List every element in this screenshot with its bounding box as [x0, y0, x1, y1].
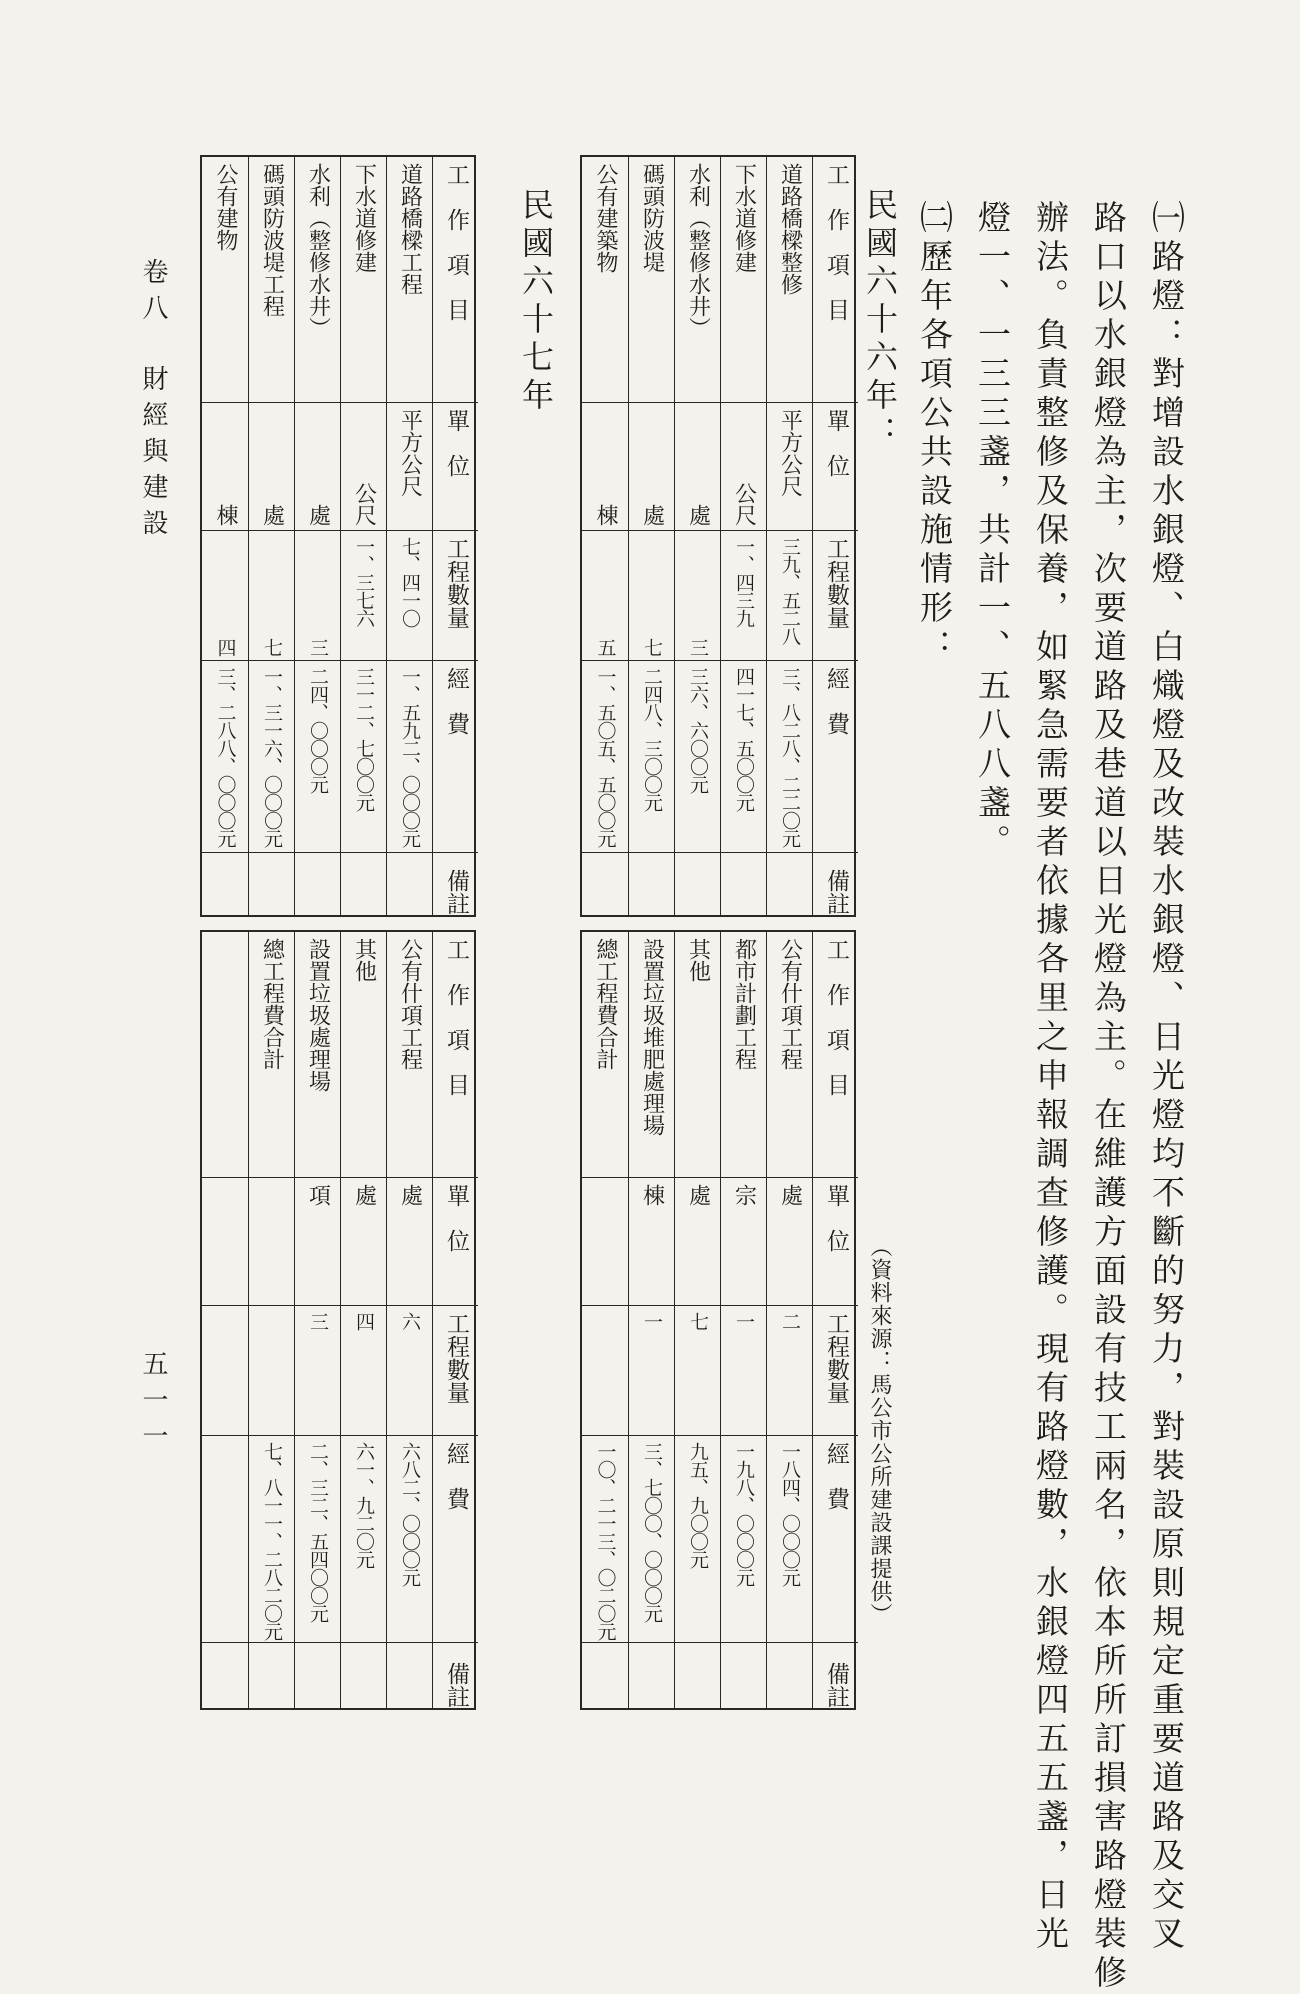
- qty-cell: 三: [307, 1312, 329, 1330]
- cost-cell: 二、三二、五四〇〇元: [307, 1442, 329, 1622]
- cost-cell: 三一二、七〇〇元: [353, 667, 375, 811]
- item-cell: 都市計劃工程: [731, 938, 757, 1070]
- intro-line-1: ㈠路燈：對增設水銀燈、白熾燈及改裝水銀燈、日光燈均不斷的努力，對裝設原則規定重要道路及交叉: [1147, 200, 1186, 1955]
- header-item: 工作項目: [823, 163, 849, 343]
- item-cell: 下水道修建: [731, 163, 757, 273]
- cost-cell: 一、五〇五、五〇〇元: [594, 667, 617, 847]
- table-row: [720, 932, 766, 1708]
- table-row: [248, 932, 294, 1708]
- qty-cell: 六: [399, 1312, 421, 1330]
- header-qty: 工程數量: [433, 1305, 478, 1435]
- cost-cell: 三、七〇〇、〇〇〇元: [641, 1442, 663, 1622]
- unit-cell: 平方公尺: [397, 409, 423, 497]
- header-note: 備註: [433, 1642, 478, 1712]
- cost-cell: 七、八一一、二八二〇元: [261, 1442, 283, 1640]
- header-unit: 單位: [433, 402, 478, 530]
- table-row: [674, 157, 720, 915]
- cost-cell: 一〇、二一三、〇二〇元: [594, 1442, 617, 1640]
- year66-heading: 民國六十六年：: [861, 188, 899, 454]
- header-column: [812, 932, 858, 1708]
- item-cell: 公有什項工程: [777, 938, 803, 1070]
- unit-cell: 棟: [213, 504, 238, 526]
- table-row: [248, 157, 294, 915]
- qty-cell: 一、四三九: [733, 537, 755, 627]
- year66-table-1: [580, 155, 856, 917]
- unit-cell: 項: [305, 1184, 331, 1206]
- header-column: [432, 157, 478, 915]
- item-cell: 總工程費合計: [593, 938, 618, 1070]
- unit-cell: 棟: [639, 1184, 665, 1206]
- header-qty: 工程數量: [433, 530, 478, 660]
- header-qty: 工程數量: [813, 1305, 858, 1435]
- intro-line-3: 辦法。負責整修及保養，如緊急需要者依據各里之申報調查修護。現有路燈數，水銀燈四五五盞，日光: [1031, 200, 1070, 1955]
- year67-table-1: [200, 155, 476, 917]
- header-note: 備註: [813, 852, 858, 919]
- item-cell: 其他: [685, 938, 711, 982]
- unit-cell: 處: [397, 1184, 423, 1206]
- table-row: [766, 932, 812, 1708]
- header-cost: 經費: [813, 1435, 858, 1642]
- qty-cell: 二: [779, 1312, 801, 1330]
- qty-cell: 三九、五二八: [779, 537, 801, 645]
- item-cell: 水利（整修水井）: [305, 163, 331, 339]
- table-row: [340, 932, 386, 1708]
- qty-cell: 四: [214, 638, 237, 656]
- header-note: 備註: [433, 852, 478, 919]
- header-note: 備註: [813, 1642, 858, 1712]
- qty-cell: 一: [641, 1312, 663, 1330]
- qty-cell: 一: [733, 1312, 755, 1330]
- header-unit: 單位: [813, 1177, 858, 1305]
- unit-cell: 處: [685, 1184, 711, 1206]
- unit-cell: 平方公尺: [777, 409, 803, 497]
- section-title: 財經與建設: [138, 365, 168, 545]
- item-cell: 水利（整修水井）: [685, 163, 711, 339]
- header-column: [812, 157, 858, 915]
- cost-cell: 二四、〇〇〇元: [307, 667, 329, 793]
- year67-heading: 民國六十七年: [517, 188, 555, 416]
- unit-cell: 宗: [731, 1184, 757, 1206]
- qty-cell: 七: [687, 1312, 709, 1330]
- item-cell: 總工程費合計: [259, 938, 285, 1070]
- unit-cell: 處: [777, 1184, 803, 1206]
- table-row: [294, 157, 340, 915]
- cost-cell: 一、三一六、〇〇〇元: [261, 667, 283, 847]
- table-row: [628, 932, 674, 1708]
- cost-cell: 六一、九二〇元: [353, 1442, 375, 1568]
- qty-cell: 七: [641, 638, 663, 656]
- cost-cell: 六八二、〇〇〇元: [399, 1442, 421, 1586]
- cost-cell: 一九八、〇〇〇元: [733, 1442, 755, 1586]
- item-cell: 設置垃圾處理場: [305, 938, 331, 1092]
- table-row: [628, 157, 674, 915]
- unit-cell: 公尺: [351, 482, 377, 526]
- table-row: [582, 157, 628, 915]
- header-qty: 工程數量: [813, 530, 858, 660]
- cost-cell: 三、二八八、〇〇〇元: [214, 667, 237, 847]
- item-cell: 公有什項工程: [397, 938, 423, 1070]
- table-row: [386, 157, 432, 915]
- table-row: [202, 157, 248, 915]
- year66-table-2: [580, 930, 856, 1710]
- unit-cell: 公尺: [731, 482, 757, 526]
- header-cost: 經費: [813, 660, 858, 852]
- item-cell: 公有建築物: [593, 163, 618, 273]
- header-unit: 單位: [433, 1177, 478, 1305]
- header-unit: 單位: [813, 402, 858, 530]
- item-cell: 道路橋樑整修: [777, 163, 803, 295]
- header-item: 工作項目: [823, 938, 849, 1118]
- cost-cell: 一八四、〇〇〇元: [779, 1442, 801, 1586]
- intro-line-4: 燈一、一三三盞，共計一、五八八盞。: [973, 200, 1012, 863]
- unit-cell: 處: [639, 504, 665, 526]
- intro-line-5: ㈡歷年各項公共設施情形：: [915, 200, 954, 668]
- unit-cell: 處: [259, 504, 285, 526]
- header-column: [432, 932, 478, 1708]
- qty-cell: 四: [353, 1312, 375, 1330]
- table-row: [720, 157, 766, 915]
- table-row: [582, 932, 628, 1708]
- cost-cell: 二四八、三〇〇元: [641, 667, 663, 811]
- header-item: 工作項目: [443, 163, 469, 343]
- table-row: [386, 932, 432, 1708]
- header-cost: 經費: [433, 1435, 478, 1642]
- item-cell: 碼頭防波堤: [639, 163, 665, 273]
- year67-table-2: [200, 930, 476, 1710]
- item-cell: 道路橋樑工程: [397, 163, 423, 295]
- cost-cell: 一、五九二、〇〇〇元: [399, 667, 421, 847]
- item-cell: 設置垃圾堆肥處理場: [639, 938, 665, 1136]
- qty-cell: 七: [261, 638, 283, 656]
- header-item: 工作項目: [443, 938, 469, 1118]
- table-row: [674, 932, 720, 1708]
- chapter-label: 卷八: [138, 258, 168, 330]
- table-row: [340, 157, 386, 915]
- unit-cell: 處: [305, 504, 331, 526]
- item-cell: 公有建物: [213, 163, 238, 251]
- qty-cell: 五: [594, 638, 617, 656]
- cost-cell: 三六、六〇〇元: [687, 667, 709, 793]
- unit-cell: 處: [685, 504, 711, 526]
- table-row: [766, 157, 812, 915]
- qty-cell: 一、三七六: [353, 537, 375, 627]
- item-cell: 碼頭防波堤工程: [259, 163, 285, 317]
- cost-cell: 四一七、五〇〇元: [733, 667, 755, 811]
- unit-cell: 棟: [593, 504, 618, 526]
- item-cell: 其他: [351, 938, 377, 982]
- year66-source-note: （資料來源：馬公市公所建設課提供）: [867, 1235, 892, 1626]
- table-row: [294, 932, 340, 1708]
- item-cell: 下水道修建: [351, 163, 377, 273]
- table-row: [202, 932, 248, 1708]
- header-cost: 經費: [433, 660, 478, 852]
- qty-cell: 七、四一〇: [399, 537, 421, 627]
- qty-cell: 三: [687, 638, 709, 656]
- qty-cell: 三: [307, 638, 329, 656]
- cost-cell: 三、八二八、二二〇元: [779, 667, 801, 847]
- cost-cell: 九五、九〇〇元: [687, 1442, 709, 1568]
- intro-line-2: 路口以水銀燈為主，次要道路及巷道以日光燈為主。在維護方面設有技工兩名，依本所所訂損害路燈裝修: [1089, 200, 1128, 1994]
- page-number: 五一一: [138, 1350, 168, 1458]
- unit-cell: 處: [351, 1184, 377, 1206]
